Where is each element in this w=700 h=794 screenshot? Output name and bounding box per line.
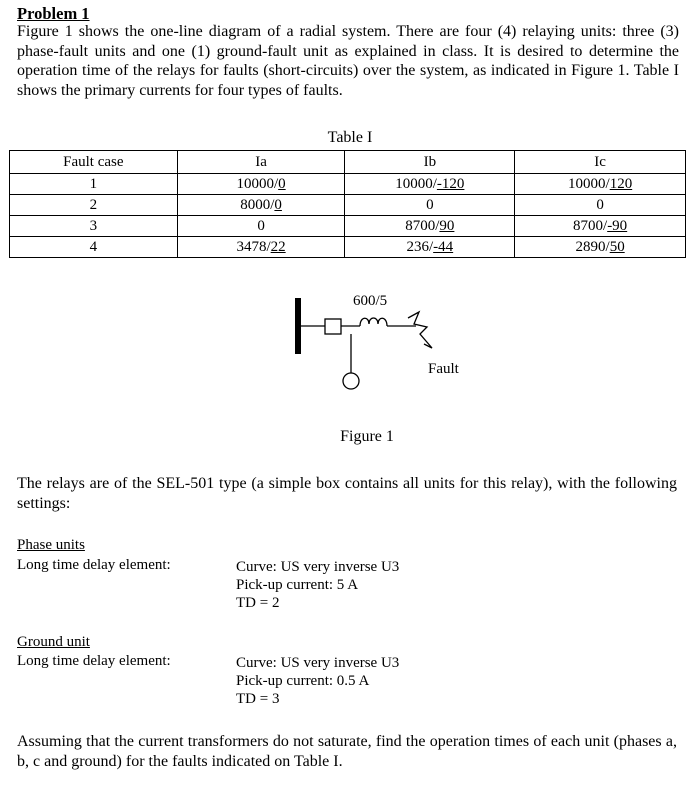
- table-caption: Table I: [327, 129, 373, 146]
- current-cell: [515, 216, 686, 237]
- bus-bar: [295, 298, 301, 354]
- current-magnitude: 1: [89, 176, 98, 192]
- fault-case-cell: [10, 174, 178, 195]
- phase-units-title: Phase units: [17, 537, 85, 553]
- ct-coil: [360, 318, 387, 326]
- fault-icon: [408, 312, 432, 348]
- current-angle: -44: [433, 239, 454, 255]
- one-line-diagram: [0, 280, 700, 420]
- relay-description: The relays are of the SEL-501 type (a simple box contains all units for this relay), with the following settings:: [17, 475, 677, 512]
- table-row: [10, 237, 686, 258]
- fault-case-cell: [10, 195, 178, 216]
- current-magnitude: 0: [596, 197, 604, 213]
- current-cell: [345, 216, 515, 237]
- ground-pickup: Pick-up current: 0.5 A: [236, 673, 370, 689]
- current-angle: -90: [607, 218, 628, 234]
- current-cell: [177, 216, 345, 237]
- ct-ratio-label: 600/5: [353, 293, 388, 309]
- fault-case-cell: [10, 237, 178, 258]
- table-row: [10, 216, 686, 237]
- table-header-row: [10, 151, 686, 174]
- current-angle: 50: [609, 239, 625, 255]
- phase-pickup: Pick-up current: 5 A: [236, 577, 359, 593]
- fault-current-table: [9, 150, 686, 258]
- problem-title: Problem 1: [17, 4, 90, 23]
- fault-case-cell: [10, 216, 178, 237]
- current-angle: 0: [278, 176, 286, 192]
- relay-circle: [343, 373, 359, 389]
- intro-paragraph: Figure 1 shows the one-line diagram of a radial system. There are four (4) relaying units: three (3) phase-fault units and one (1) ground-fault unit as explained in class. It is desired to determine the operation time of the relays for faults (short-circuits) over the system, as indicated in Figure 1. Table I shows the primary currents for four types of faults.: [17, 23, 679, 99]
- current-angle: 22: [270, 239, 286, 255]
- current-angle: -120: [436, 176, 465, 192]
- current-cell: [345, 195, 515, 216]
- current-magnitude: 2: [89, 197, 98, 213]
- ground-curve: Curve: US very inverse U3: [236, 655, 400, 671]
- current-angle: 120: [609, 176, 633, 192]
- phase-curve: Curve: US very inverse U3: [236, 559, 400, 575]
- header-ia: Ia: [177, 151, 345, 174]
- current-magnitude: 0: [426, 197, 434, 213]
- current-magnitude: 3: [89, 218, 98, 234]
- current-angle: 90: [439, 218, 455, 234]
- ground-unit-title: Ground unit: [17, 634, 90, 650]
- current-magnitude: 0: [257, 218, 265, 234]
- closing-paragraph: Assuming that the current transformers do not saturate, find the operation times of each unit (phases a, b, c and ground) for the faults indicated on Table I.: [17, 733, 677, 770]
- current-cell: [177, 195, 345, 216]
- header-ib: Ib: [345, 151, 515, 174]
- current-cell: [515, 237, 686, 258]
- ground-element-label: Long time delay element:: [17, 653, 171, 669]
- current-magnitude: 8700/: [405, 218, 440, 234]
- current-cell: [177, 174, 345, 195]
- ground-td: TD = 3: [236, 691, 280, 707]
- current-magnitude: 10000/: [395, 176, 437, 192]
- phase-td: TD = 2: [236, 595, 280, 611]
- current-magnitude: 8000/: [240, 197, 275, 213]
- current-magnitude: 3478/: [236, 239, 271, 255]
- current-magnitude: 236/: [406, 239, 434, 255]
- header-fault-case: Fault case: [10, 151, 178, 174]
- table-row: [10, 195, 686, 216]
- current-cell: [177, 237, 345, 258]
- current-magnitude: 2890/: [575, 239, 610, 255]
- current-magnitude: 4: [89, 239, 98, 255]
- current-cell: [515, 174, 686, 195]
- current-cell: [345, 237, 515, 258]
- current-magnitude: 10000/: [236, 176, 279, 192]
- current-angle: 0: [274, 197, 282, 213]
- current-cell: [345, 174, 515, 195]
- header-ic: Ic: [515, 151, 686, 174]
- current-cell: [515, 195, 686, 216]
- figure-caption: Figure 1: [340, 428, 394, 445]
- phase-element-label: Long time delay element:: [17, 557, 171, 573]
- fault-label: Fault: [428, 361, 459, 377]
- table-row: [10, 174, 686, 195]
- breaker-box: [325, 319, 341, 334]
- current-magnitude: 8700/: [573, 218, 608, 234]
- current-magnitude: 10000/: [568, 176, 610, 192]
